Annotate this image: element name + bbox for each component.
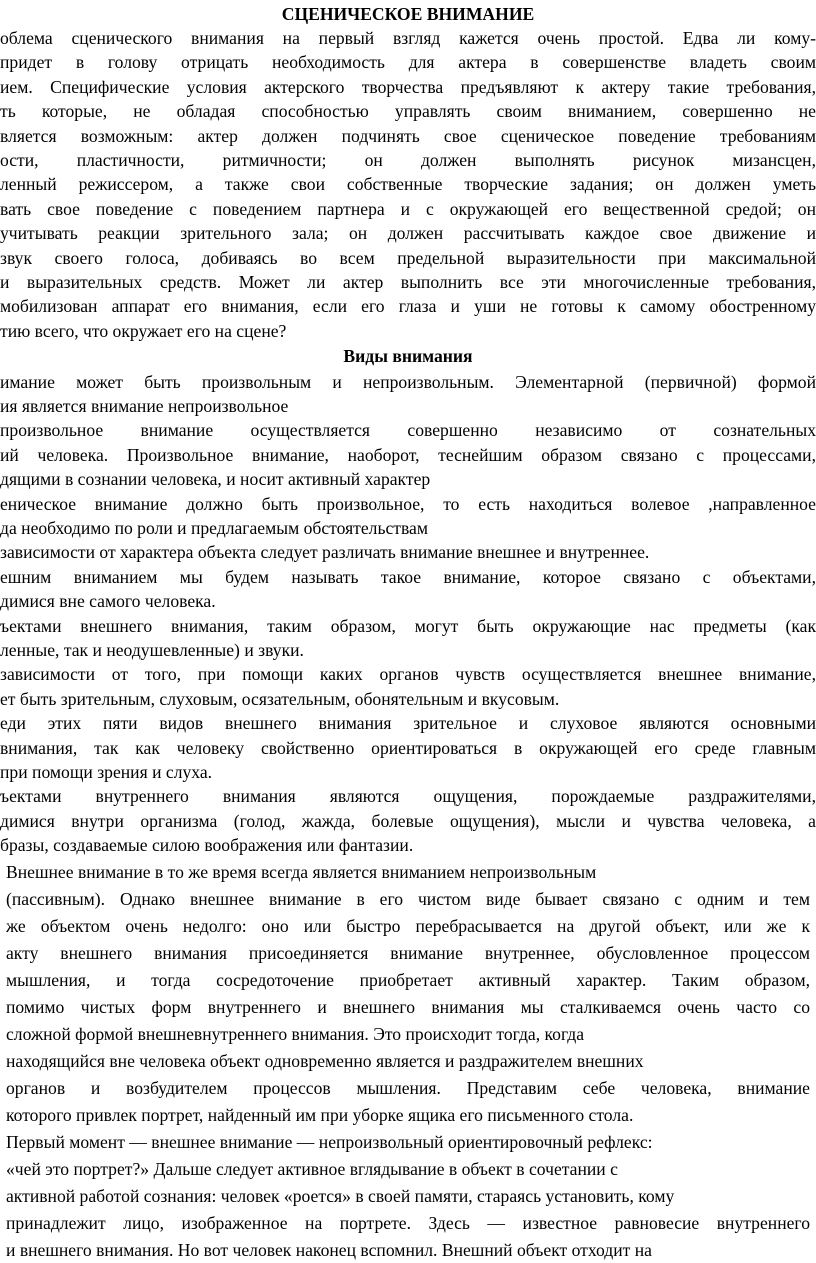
text-line: придет в голову отрицать необходимость для актера в совершенстве владеть своим	[0, 52, 816, 73]
text-line: активной работой сознания: человек «роется» в своей памяти, стараясь установить, кому	[6, 1185, 675, 1206]
text-line: помимо чистых форм внутреннего и внешнего внимания мы сталкиваемся очень часто со	[6, 996, 810, 1017]
text-line: и выразительных средств. Может ли актер выполнить все эти многочисленные требования,	[0, 272, 816, 292]
text-line: ия является внимание непроизвольное	[0, 396, 289, 416]
text-line: еническое внимание должно быть произвольное, то есть находиться волевое ,направленное	[0, 493, 816, 514]
text-line: органов и возбудителем процессов мышления. Представим себе человека, внимание	[6, 1077, 810, 1098]
text-line: ости, пластичности, ритмичности; он должен выполнять рисунок мизансцен,	[0, 150, 816, 170]
text-line: вать свое поведение с поведением партнера и с окружающей его вещественной средой; он	[0, 198, 816, 219]
text-line: зависимости от того, при помощи каких органов чувств осуществляется внешнее внимание,	[0, 664, 816, 685]
text-line: (пассивным). Однако внешнее внимание в его чистом виде бывает связано с одним и тем	[6, 888, 810, 909]
text-line: имание может быть произвольным и непроизвольным. Элементарной (первичной) формой	[0, 371, 816, 392]
text-line: дящими в сознании человека, и носит активный характер	[0, 469, 431, 490]
text-line: мышления, и тогда сосредоточение приобретает активный характер. Таким образом,	[6, 969, 810, 990]
text-line: мобилизован аппарат его внимания, если его глаза и уши не готовы к самому обостренному	[0, 296, 816, 317]
text-line: находящийся вне человека объект одновременно является и раздражителем внешних	[6, 1050, 644, 1071]
text-line: ий человека. Произвольное внимание, наоборот, теснейшим образом связано с процессами,	[0, 444, 816, 465]
text-line: при помощи зрения и слуха.	[0, 762, 213, 782]
text-line: еди этих пяти видов внешнего внимания зрительное и слуховое являются основными	[0, 713, 816, 734]
text-line: ленные, так и неодушевленные) и звуки.	[0, 640, 304, 660]
text-line: ъектами внешнего внимания, таким образом, могут быть окружающие нас предметы (как	[0, 615, 816, 636]
page-title: СЦЕНИЧЕСКОЕ ВНИМАНИЕ	[281, 4, 535, 24]
text-line: акту внешнего внимания присоединяется внимание внутреннее, обусловленное процессом	[6, 942, 810, 963]
text-line: же объектом очень недолго: оно или быстро перебрасывается на другой объект, или же к	[6, 915, 810, 936]
text-line: принадлежит лицо, изображенное на портрете. Здесь — известное равновесие внутреннего	[6, 1212, 810, 1233]
text-line: облема сценического внимания на первый взгляд кажется очень простой. Едва ли кому-	[0, 28, 816, 48]
text-line: Внешнее внимание в то же время всегда является вниманием непроизвольным	[6, 861, 597, 882]
text-line: сложной формой внешневнутреннего внимания. Это происходит тогда, когда	[6, 1023, 585, 1044]
text-line: ешним вниманием мы будем называть такое внимание, которое связано с объектами,	[0, 566, 816, 587]
section-heading: Виды внимания	[343, 346, 473, 367]
text-line: ленный режиссером, а также свои собственные творческие задания; он должен уметь	[0, 174, 816, 195]
text-line: тию всего, что окружает его на сцене?	[0, 320, 287, 341]
text-line: и внешнего внимания. Но вот человек наконец вспомнил. Внешний объект отходит на	[6, 1239, 652, 1260]
text-line: да необходимо по роли и предлагаемым обстоятельствам	[0, 518, 428, 538]
text-line: ет быть зрительным, слуховым, осязательным, обонятельным и вкусовым.	[0, 688, 560, 709]
text-line: димися внутри организма (голод, жажда, болевые ощущения), мысли и чувства человека, а	[0, 810, 816, 831]
text-line: зависимости от характера объекта следует различать внимание внешнее и внутреннее.	[0, 542, 650, 563]
text-line: произвольное внимание осуществляется совершенно независимо от сознательных	[0, 420, 816, 441]
text-line: учитывать реакции зрительного зала; он должен рассчитывать каждое свое движение и	[0, 223, 816, 244]
text-line: «чей это портрет?» Дальше следует активное вглядывание в объект в сочетании с	[6, 1158, 618, 1179]
text-line: бразы, создаваемые силою воображения или фантазии.	[0, 835, 414, 856]
text-line: димися вне самого человека.	[0, 591, 216, 612]
text-line: Первый момент — внешнее внимание — непроизвольный ориентировочный рефлекс:	[6, 1131, 653, 1152]
text-line: ием. Специфические условия актерского творчества предъявляют к актеру такие требования,	[0, 76, 816, 97]
text-line: внимания, так как человеку свойственно ориентироваться в окружающей его среде главным	[0, 737, 816, 758]
text-line: ъектами внутреннего внимания являются ощущения, порождаемые раздражителями,	[0, 786, 816, 807]
text-line: звук своего голоса, добиваясь во всем предельной выразительности при максимальной	[0, 247, 816, 268]
text-line: вляется возможным: актер должен подчинять свое сценическое поведение требованиям	[0, 125, 816, 146]
text-line: которого привлек портрет, найденный им при уборке ящика его письменного стола.	[6, 1104, 634, 1125]
text-line: ть которые, не обладая способностью управлять своим вниманием, совершенно не	[0, 101, 816, 122]
